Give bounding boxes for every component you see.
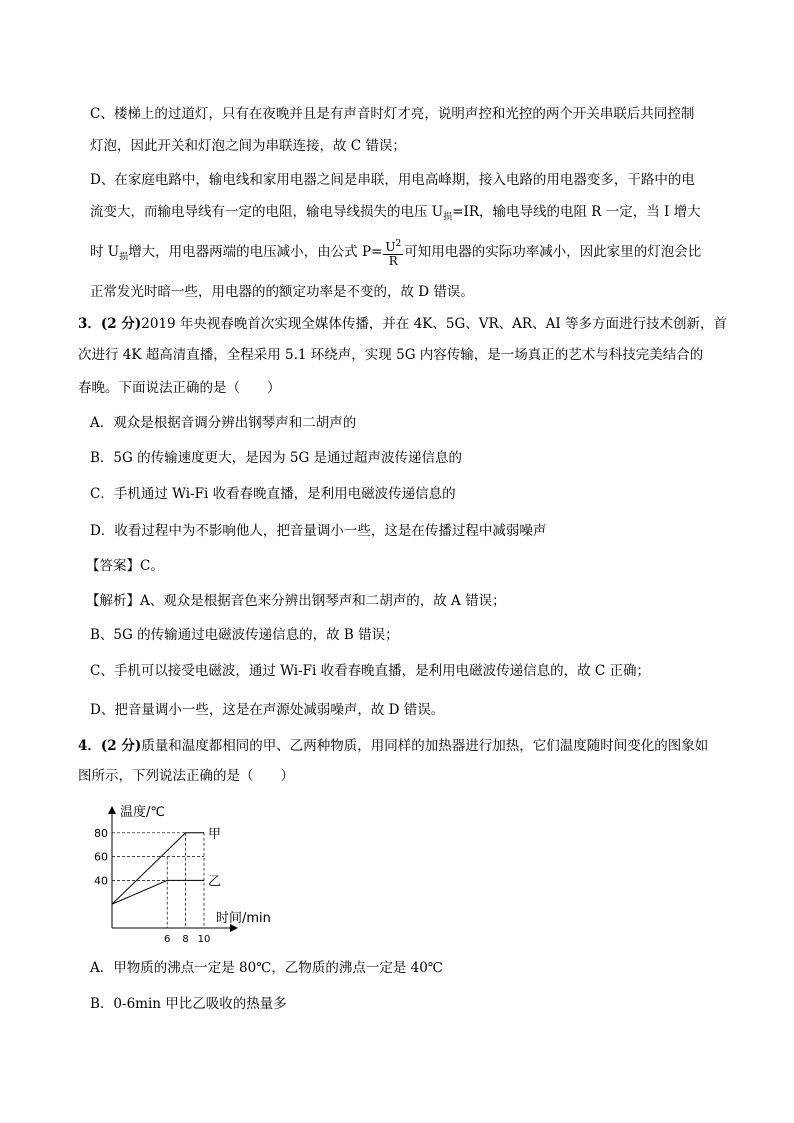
text-segment: =IR，输电导线的电阻 R 一定，当 I 增大 bbox=[452, 204, 701, 220]
x-tick-label: 8 bbox=[182, 934, 189, 945]
q3-stem-line3: 春晚。下面说法正确的是（ ） bbox=[78, 380, 281, 396]
question-number: 4．(2 分) bbox=[78, 738, 142, 754]
y-axis-label: 温度/℃ bbox=[120, 805, 165, 820]
temperature-time-graph bbox=[86, 800, 286, 950]
q4-option-a: A．甲物质的沸点一定是 80℃，乙物质的沸点一定是 40℃ bbox=[90, 960, 443, 976]
q2-analysis-c-line2: 灯泡，因此开关和灯泡之间为串联连接，故 C 错误； bbox=[90, 138, 406, 154]
q2-analysis-d-line4: 正常发光时暗一些，用电器的的额定功率是不变的，故 D 错误。 bbox=[90, 284, 474, 300]
series-label-yi: 乙 bbox=[208, 874, 222, 890]
series-line-jia bbox=[112, 833, 204, 904]
question-text: 2019 年央视春晚首次实现全媒体传播，并在 4K、5G、VR、AR、AI 等多方面进行技术创新，首 bbox=[141, 316, 727, 332]
q2-analysis-d-line1: D、在家庭电路中，输电线和家用电器之间是串联，用电高峰期，接入电路的用电器变多，干路中的电 bbox=[90, 172, 695, 188]
q3-analysis-d: D、把音量调小一些，这是在声源处减弱噪声，故 D 错误。 bbox=[90, 702, 445, 718]
q3-option-c: C．手机通过 Wi-Fi 收看春晚直播，是利用电磁波传递信息的 bbox=[90, 486, 456, 502]
q3-stem-line1 bbox=[78, 314, 727, 334]
q3-analysis-a: 【解析】A、观众是根据音色来分辨出钢琴声和二胡声的，故 A 错误； bbox=[86, 593, 506, 609]
y-tick-label: 40 bbox=[94, 874, 108, 888]
fraction-numerator: U bbox=[385, 239, 396, 254]
q3-analysis-b: B、5G 的传输通过电磁波传递信息的，故 B 错误； bbox=[90, 627, 399, 643]
q3-analysis-c: C、手机可以接受电磁波，通过 Wi-Fi 收看春晚直播，是利用电磁波传递信息的，故 C 正确； bbox=[90, 663, 651, 679]
fraction-denominator: R bbox=[388, 253, 398, 268]
subscript: 损 bbox=[443, 212, 453, 223]
q3-stem-line2: 次进行 4K 超高清直播，全程采用 5.1 环绕声，实现 5G 内容传输，是一场真正的艺术与科技完美结合的 bbox=[78, 347, 704, 363]
text-segment: 流变大，而输电导线有一定的电阻，输电导线损失的电压 U bbox=[90, 204, 444, 220]
series-label-jia: 甲 bbox=[208, 826, 222, 842]
text-segment: 时 U bbox=[90, 244, 120, 260]
subscript: 损 bbox=[119, 252, 129, 263]
x-tick-label: 6 bbox=[164, 934, 171, 945]
q2-analysis-d-line3 bbox=[90, 232, 701, 278]
text-segment: 可知用电器的实际功率减小，因此家里的灯泡会比 bbox=[404, 244, 702, 260]
q2-analysis-c-line1: C、楼梯上的过道灯，只有在夜晚并且是有声音时灯才亮，说明声控和光控的两个开关串联后共同控制 bbox=[90, 106, 695, 122]
y-tick-label: 80 bbox=[94, 826, 108, 840]
question-number: 3．(2 分) bbox=[78, 316, 142, 332]
q2-analysis-d-line2 bbox=[90, 202, 701, 228]
x-axis-label: 时间/min bbox=[216, 911, 271, 926]
y-tick-label: 60 bbox=[94, 850, 108, 864]
text-segment: 增大，用电器两端的电压减小，由公式 P= bbox=[128, 244, 383, 260]
q3-option-d: D．收看过程中为不影响他人，把音量调小一些，这是在传播过程中减弱噪声 bbox=[90, 523, 547, 539]
q3-option-b: B．5G 的传输速度更大，是因为 5G 是通过超声波传递信息的 bbox=[90, 450, 463, 466]
q4-stem-line1 bbox=[78, 736, 708, 756]
series-line-yi bbox=[112, 880, 204, 904]
q3-option-a: A．观众是根据音调分辨出钢琴声和二胡声的 bbox=[90, 415, 357, 431]
q4-stem-line2: 图所示，下列说法正确的是（ ） bbox=[78, 768, 294, 784]
power-formula-fraction bbox=[383, 238, 403, 268]
q4-option-b: B．0-6min 甲比乙吸收的热量多 bbox=[90, 996, 287, 1012]
exponent: 2 bbox=[395, 238, 402, 249]
q3-answer: 【答案】C。 bbox=[86, 558, 164, 574]
question-text: 质量和温度都相同的甲、乙两种物质，用同样的加热器进行加热，它们温度随时间变化的图象如 bbox=[141, 738, 709, 754]
x-tick-label: 10 bbox=[197, 934, 211, 945]
